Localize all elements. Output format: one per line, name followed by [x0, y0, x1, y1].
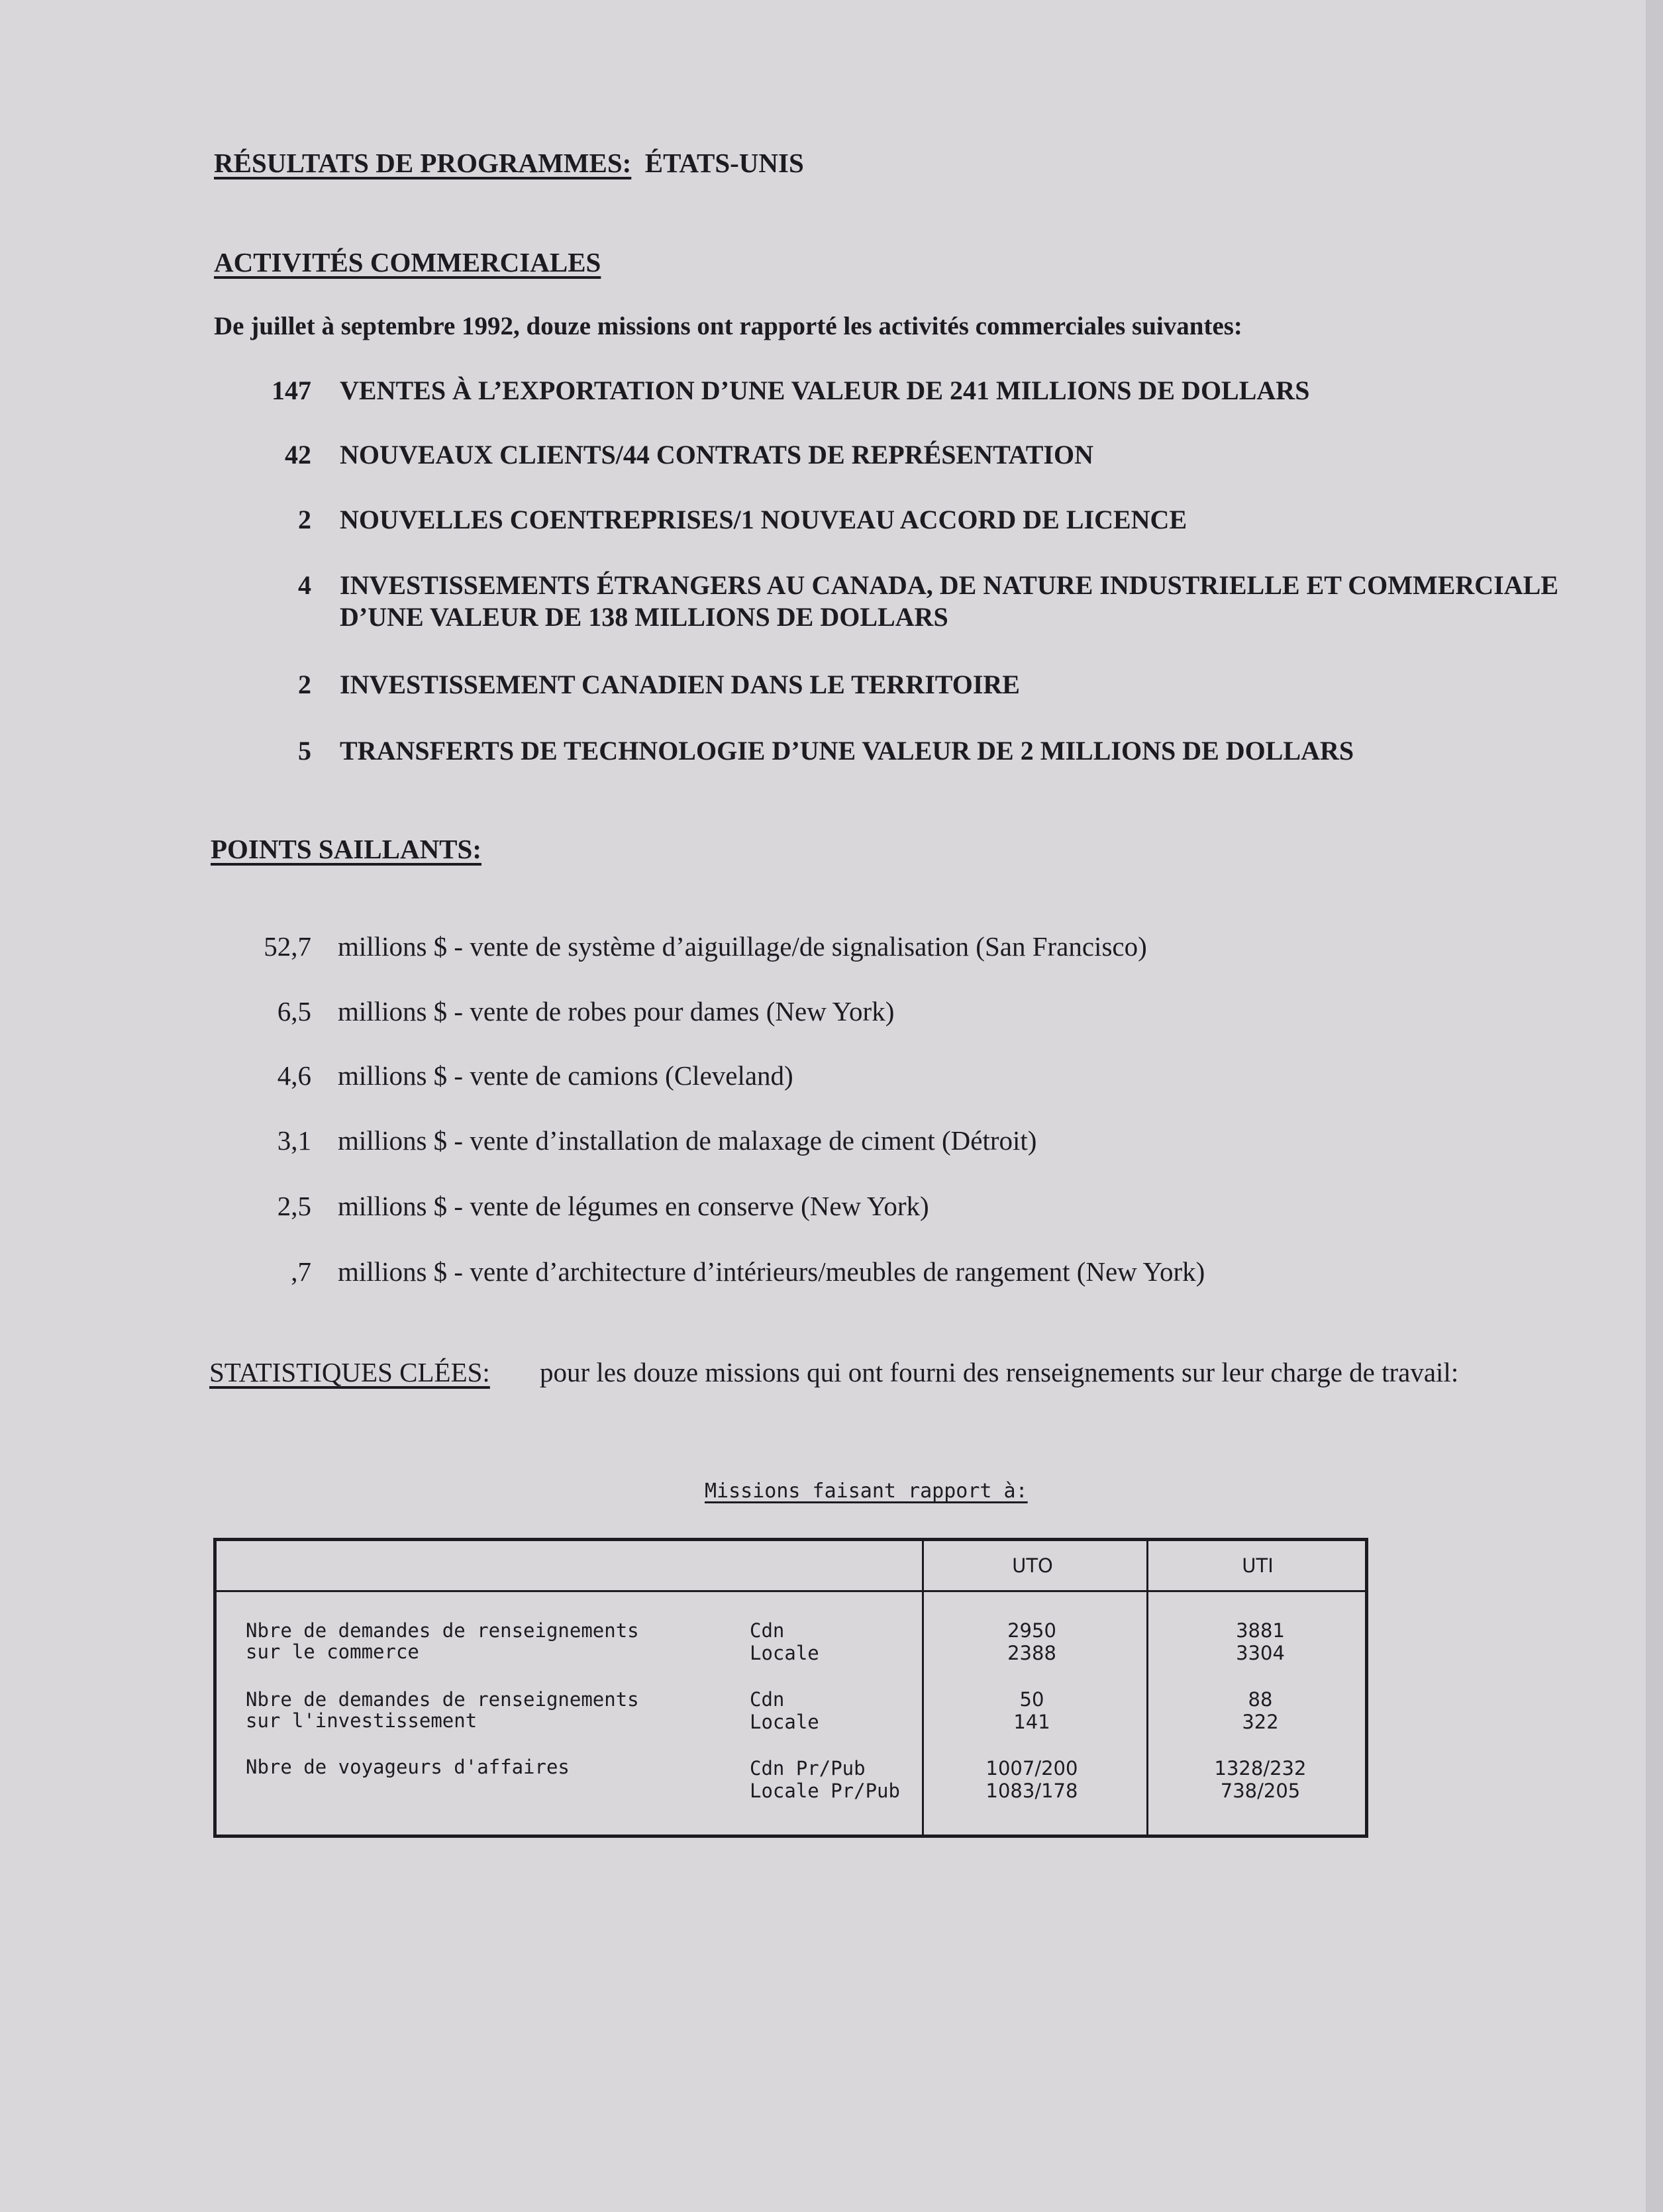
stats-heading: STATISTIQUES CLÉES:	[209, 1357, 490, 1387]
activity-count: 4	[298, 570, 311, 600]
highlight-text: millions $ - vente de système d’aiguillage/de signalisation (San Francisco)	[338, 931, 1147, 962]
activity-text: VENTES À L’EXPORTATION D’UNE VALEUR DE 241 MILLIONS DE DOLLARS	[340, 376, 1310, 405]
highlights-heading: POINTS SAILLANTS:	[211, 834, 481, 864]
row-label: Nbre de voyageurs d'affaires	[246, 1756, 570, 1778]
page-title	[214, 147, 804, 179]
highlight-text: millions $ - vente de légumes en conserve (New York)	[338, 1191, 929, 1221]
column-header-uto: UTO	[1012, 1554, 1053, 1577]
commercial-intro: De juillet à septembre 1992, douze missions ont rapporté les activités commerciales suivantes:	[214, 312, 1242, 340]
uto-value: 2388	[1007, 1642, 1056, 1664]
commercial-heading: ACTIVITÉS COMMERCIALES	[214, 247, 601, 277]
stats-description: pour les douze missions qui ont fourni des renseignements sur leur charge de travail:	[540, 1357, 1459, 1387]
title-label: RÉSULTATS DE PROGRAMMES:	[214, 148, 632, 178]
row-type: Locale	[750, 1642, 819, 1664]
table-caption: Missions faisant rapport à:	[705, 1480, 1028, 1503]
uti-value: 3881	[1236, 1619, 1285, 1642]
uto-value: 141	[1013, 1711, 1050, 1733]
highlight-amount: 3,1	[277, 1125, 311, 1156]
activity-text: INVESTISSEMENT CANADIEN DANS LE TERRITOIRE	[340, 670, 1020, 699]
activity-count: 2	[298, 505, 311, 534]
highlight-text: millions $ - vente d’architecture d’intérieurs/meubles de rangement (New York)	[338, 1256, 1205, 1287]
row-label: sur l'investissement	[246, 1709, 478, 1732]
row-type: Locale	[750, 1711, 819, 1733]
highlight-text: millions $ - vente de camions (Cleveland)	[338, 1060, 793, 1091]
highlight-text: millions $ - vente de robes pour dames (New York)	[338, 996, 895, 1027]
table-column-divider	[1146, 1541, 1148, 1835]
activity-count: 2	[298, 670, 311, 699]
highlight-amount: 4,6	[277, 1060, 311, 1091]
stats-table	[213, 1538, 1368, 1838]
highlight-amount: 2,5	[277, 1191, 311, 1221]
row-type: Cdn	[750, 1688, 785, 1711]
activity-count: 42	[285, 440, 311, 470]
uti-value: 1328/232	[1214, 1757, 1307, 1780]
row-label: sur le commerce	[246, 1640, 419, 1663]
row-label: Nbre de demandes de renseignements	[246, 1688, 639, 1711]
uto-value: 2950	[1007, 1619, 1056, 1642]
activity-text: NOUVEAUX CLIENTS/44 CONTRATS DE REPRÉSENTATION	[340, 440, 1093, 470]
activity-text: INVESTISSEMENTS ÉTRANGERS AU CANADA, DE NATURE INDUSTRIELLE ET COMMERCIALE D’UNE VALEUR DE 138 MILLIONS DE DOLLARS	[340, 570, 1558, 632]
uti-value: 738/205	[1220, 1780, 1301, 1802]
title-country: ÉTATS-UNIS	[644, 148, 804, 178]
table-column-divider	[922, 1541, 924, 1835]
uti-value: 88	[1248, 1688, 1273, 1711]
row-type: Cdn Pr/Pub	[750, 1757, 866, 1780]
uto-value: 1007/200	[985, 1757, 1078, 1780]
activity-count: 147	[272, 376, 311, 405]
row-type: Cdn	[750, 1619, 785, 1642]
activity-count: 5	[298, 736, 311, 766]
uti-value: 3304	[1236, 1642, 1285, 1664]
activity-text: NOUVELLES COENTREPRISES/1 NOUVEAU ACCORD DE LICENCE	[340, 505, 1187, 534]
row-type: Locale Pr/Pub	[750, 1780, 900, 1802]
highlight-amount: 52,7	[264, 931, 311, 962]
uto-value: 1083/178	[985, 1780, 1078, 1802]
uto-value: 50	[1019, 1688, 1044, 1711]
column-header-uti: UTI	[1242, 1554, 1274, 1577]
highlight-text: millions $ - vente d’installation de malaxage de ciment (Détroit)	[338, 1125, 1037, 1156]
activity-text: TRANSFERTS DE TECHNOLOGIE D’UNE VALEUR DE 2 MILLIONS DE DOLLARS	[340, 736, 1354, 766]
page-edge	[1646, 0, 1663, 2212]
row-label: Nbre de demandes de renseignements	[246, 1619, 639, 1642]
uti-value: 322	[1242, 1711, 1279, 1733]
table-header-rule	[217, 1590, 1365, 1592]
highlight-amount: 6,5	[277, 996, 311, 1027]
highlight-amount: ,7	[291, 1256, 311, 1287]
